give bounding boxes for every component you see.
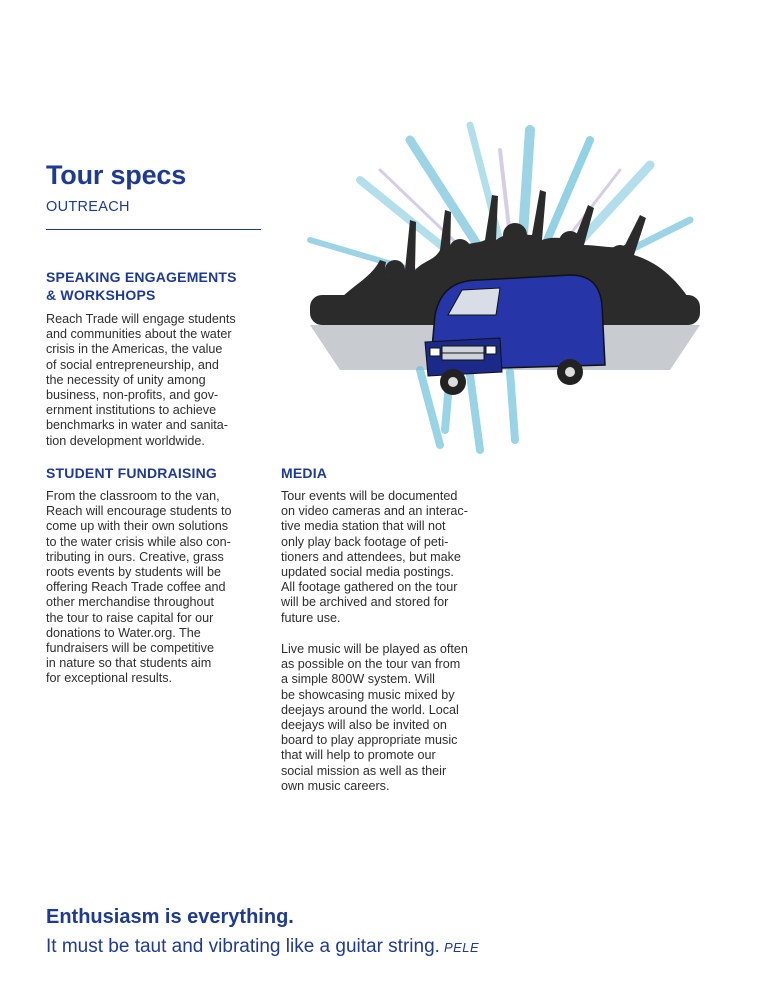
page-subtitle: OUTREACH bbox=[46, 199, 130, 215]
media-heading: MEDIA bbox=[281, 465, 328, 481]
media-body-music: Live music will be played as often as possible on the tour van from a simple 800W system. Will be showcasing music mixed by deejays around the world. Local deejays will also be invited on board to play appropriate music that will help to promote our social mission as well as their own music careers. bbox=[281, 642, 468, 793]
page-title: Tour specs bbox=[46, 160, 187, 190]
quote-text: It must be taut and vibrating like a guitar string. bbox=[46, 936, 440, 957]
title-divider bbox=[46, 229, 261, 230]
van-icon bbox=[425, 275, 605, 395]
quote-headline: Enthusiasm is everything. bbox=[46, 906, 294, 928]
blue-van-crowd-illustration bbox=[270, 110, 730, 460]
media-body-documentation: Tour events will be documented on video cameras and an interac- tive media station that will not only play back footage of peti- tioners and attendees, but make updated social media postings. All footage gathered on the tour will be archived and stored for future use. bbox=[281, 489, 468, 625]
fundraising-heading: STUDENT FUNDRAISING bbox=[46, 465, 218, 481]
speaking-heading: SPEAKING ENGAGEMENTS & WORKSHOPS bbox=[46, 269, 237, 303]
fundraising-body: From the classroom to the van, Reach will encourage students to come up with their own solutions to the water crisis while also con- tributing in ours. Creative, grass roots events by students will be offering Reach Trade coffee and other merchandise throughout the tour to raise capital for our donations to Water.org. The fundraisers will be competitive in nature so that students aim for exceptional results. bbox=[46, 489, 232, 686]
quote-author: PELE bbox=[443, 940, 480, 955]
speaking-body: Reach Trade will engage students and communities about the water crisis in the Americas, the value of social entrepreneurship, and the necessity of unity among business, non-profits, and gov- ernment institutions to achieve benchmarks in water and sanita- tion development worldwide. bbox=[46, 312, 236, 448]
quote-line bbox=[46, 936, 479, 958]
